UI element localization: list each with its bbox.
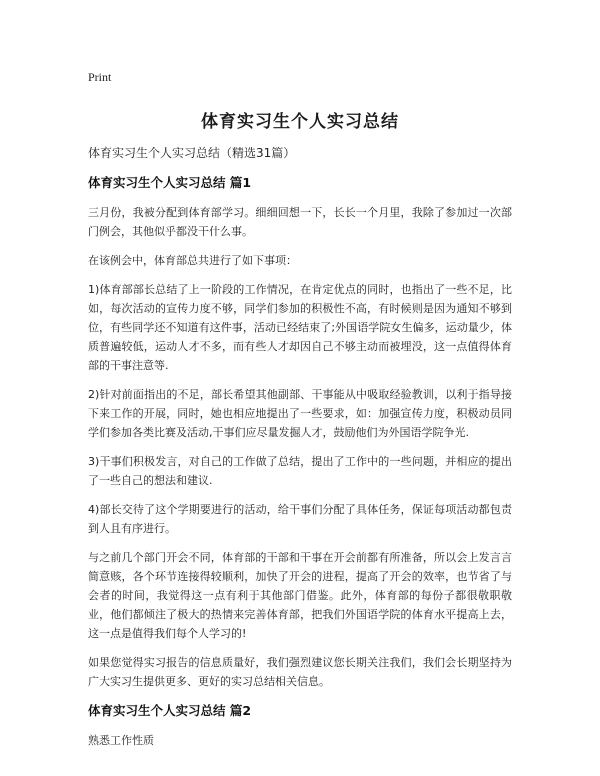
paragraph: 三月份，我被分配到体育部学习。细细回想一下，长长一个月里，我除了参加过一次部门例会，其他似乎都没干什么事。 xyxy=(88,206,512,238)
paragraph: 2)针对前面指出的不足，部长希望其他副部、干事能从中吸取经验教训，以利于指导接下来工作的开展，同时，她也相应地提出了一些要求，如：加强宣传力度，积极动员同学们参加各类比赛及活动,干事们应尽量发掘人才，鼓励他们为外国语学院争光. xyxy=(88,388,512,439)
section-heading: 体育实习生个人实习总结 篇2 xyxy=(88,703,252,718)
paragraph: 3)干事们积极发言，对自己的工作做了总结，提出了工作中的一些问题，并相应的提出了一些自己的想法和建议. xyxy=(88,455,512,487)
section-heading: 体育实习生个人实习总结 篇1 xyxy=(88,175,252,190)
section-2 xyxy=(88,701,512,750)
paragraph: 与之前几个部门开会不同，体育部的干部和干事在开会前都有所准备，所以会上发言言简意赅，各个环节连接得较顺利，加快了开会的进程，提高了开会的效率，也节省了与会者的时间，我觉得这一点有利于其他部门借鉴。此外，体育部的每份子都很敬职敬业，他们都倾注了极大的热情来完善体育部，把我们外国语学院的体育水平提高上去，这一点是值得我们每个人学习的! xyxy=(88,551,512,640)
paragraph: 在该例会中，体育部总共进行了如下事项： xyxy=(88,254,297,267)
paragraph: 4)部长交待了这个学期要进行的活动，给干事们分配了具体任务，保证每项活动都包责到人且有序进行。 xyxy=(88,503,512,535)
paragraph: 1)体育部部长总结了上一阶段的工作情况，在肯定优点的同时，也指出了一些不足，比如，每次活动的宣传力度不够，同学们参加的积极性不高，有时候则是因为通知不够到位，有些同学还不知道有这件事，活动已经结束了;外国语学院女生偏多，运动量少，体质普遍较低，运动人才不多，而有些人才却因自己不够主动而被埋没，这一点值得体育部的干事注意等. xyxy=(88,283,512,372)
paragraph: 熟悉工作性质 xyxy=(88,734,154,747)
print-link[interactable]: Print xyxy=(88,70,112,84)
document-title: 体育实习生个人实习总结 xyxy=(201,112,399,132)
document-subtitle: 体育实习生个人实习总结（精选31篇） xyxy=(88,146,296,160)
paragraph: 如果您觉得实习报告的信息质量好，我们强烈建议您长期关注我们，我们会长期坚持为广大实习生提供更多、更好的实习总结相关信息。 xyxy=(88,656,512,688)
section-1 xyxy=(88,173,512,691)
